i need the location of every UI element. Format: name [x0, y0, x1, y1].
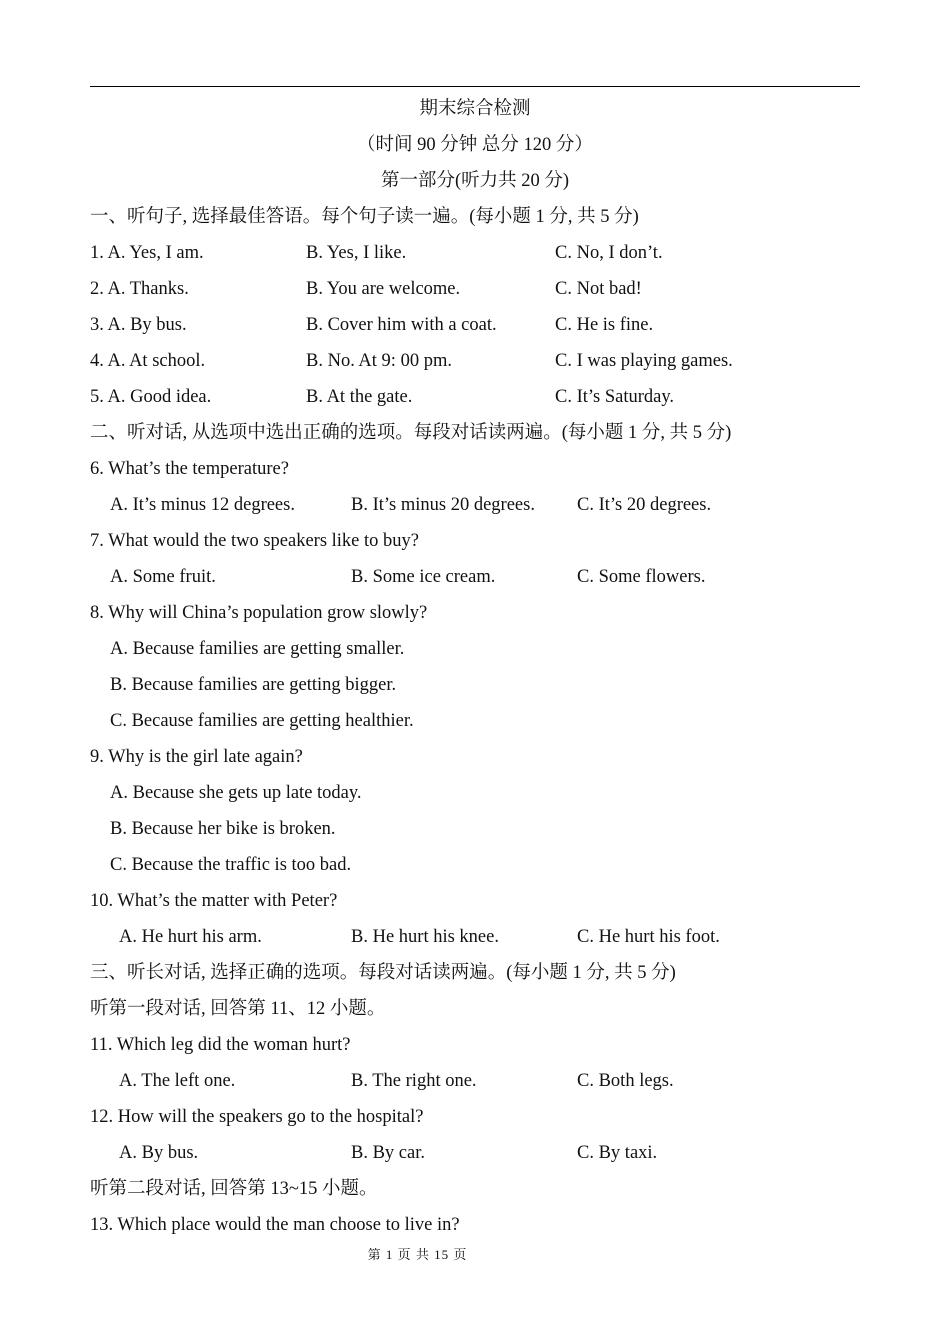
- option-b: B. It’s minus 20 degrees.: [351, 495, 535, 515]
- option-c: C. He hurt his foot.: [577, 927, 720, 947]
- option-a: 4. A. At school.: [90, 351, 206, 371]
- option-b: B. No. At 9: 00 pm.: [306, 351, 452, 371]
- option-a: A. It’s minus 12 degrees.: [110, 495, 295, 515]
- page-footer: 第 1 页 共 15 页: [367, 1247, 468, 1262]
- question-stem: 10. What’s the matter with Peter?: [90, 891, 338, 911]
- dialog-instruction: 听第一段对话, 回答第 11、12 小题。: [90, 999, 386, 1019]
- option-a: A. Some fruit.: [110, 567, 216, 587]
- option-c: C. Both legs.: [577, 1071, 674, 1091]
- option-b: B. At the gate.: [306, 387, 413, 407]
- option-c: C. I was playing games.: [555, 351, 733, 371]
- question-stem: 7. What would the two speakers like to buy?: [90, 531, 419, 551]
- question-stem: 9. Why is the girl late again?: [90, 747, 303, 767]
- option-c: C. Not bad!: [555, 279, 642, 299]
- question-stem: 13. Which place would the man choose to live in?: [90, 1215, 460, 1235]
- option-b: B. You are welcome.: [306, 279, 461, 299]
- section2-heading: 二、听对话, 从选项中选出正确的选项。每段对话读两遍。(每小题 1 分, 共 5 分): [90, 423, 732, 443]
- option-a: 2. A. Thanks.: [90, 279, 189, 299]
- option-a: 5. A. Good idea.: [90, 387, 212, 407]
- option-c: C. He is fine.: [555, 315, 654, 335]
- option-a: 3. A. By bus.: [90, 315, 187, 335]
- option-a: A. Because families are getting smaller.: [110, 639, 405, 659]
- option-c: C. By taxi.: [577, 1143, 658, 1163]
- section3-heading: 三、听长对话, 选择正确的选项。每段对话读两遍。(每小题 1 分, 共 5 分): [90, 963, 676, 983]
- option-a: A. Because she gets up late today.: [110, 783, 362, 803]
- option-b: B. Yes, I like.: [306, 243, 407, 263]
- option-b: B. By car.: [351, 1143, 425, 1163]
- part-heading: 第一部分(听力共 20 分): [380, 171, 570, 191]
- exam-title: 期末综合检测: [419, 99, 531, 119]
- section1-heading: 一、听句子, 选择最佳答语。每个句子读一遍。(每小题 1 分, 共 5 分): [90, 207, 639, 227]
- question-stem: 12. How will the speakers go to the hospital?: [90, 1107, 424, 1127]
- option-a: 1. A. Yes, I am.: [90, 243, 204, 263]
- option-b: B. Cover him with a coat.: [306, 315, 497, 335]
- question-stem: 6. What’s the temperature?: [90, 459, 289, 479]
- option-a: A. By bus.: [119, 1143, 199, 1163]
- option-c: C. Because the traffic is too bad.: [110, 855, 352, 875]
- option-b: B. He hurt his knee.: [351, 927, 499, 947]
- option-b: B. Because her bike is broken.: [110, 819, 336, 839]
- dialog-instruction: 听第二段对话, 回答第 13~15 小题。: [90, 1179, 378, 1199]
- option-c: C. It’s Saturday.: [555, 387, 675, 407]
- option-a: A. The left one.: [119, 1071, 236, 1091]
- option-a: A. He hurt his arm.: [119, 927, 262, 947]
- option-b: B. The right one.: [351, 1071, 477, 1091]
- question-stem: 11. Which leg did the woman hurt?: [90, 1035, 351, 1055]
- header-rule: [90, 86, 860, 87]
- option-b: B. Because families are getting bigger.: [110, 675, 397, 695]
- question-stem: 8. Why will China’s population grow slowly?: [90, 603, 428, 623]
- option-b: B. Some ice cream.: [351, 567, 496, 587]
- option-c: C. Because families are getting healthier.: [110, 711, 414, 731]
- option-c: C. Some flowers.: [577, 567, 706, 587]
- option-c: C. No, I don’t.: [555, 243, 663, 263]
- exam-meta: （时间 90 分钟 总分 120 分）: [357, 135, 593, 155]
- option-c: C. It’s 20 degrees.: [577, 495, 712, 515]
